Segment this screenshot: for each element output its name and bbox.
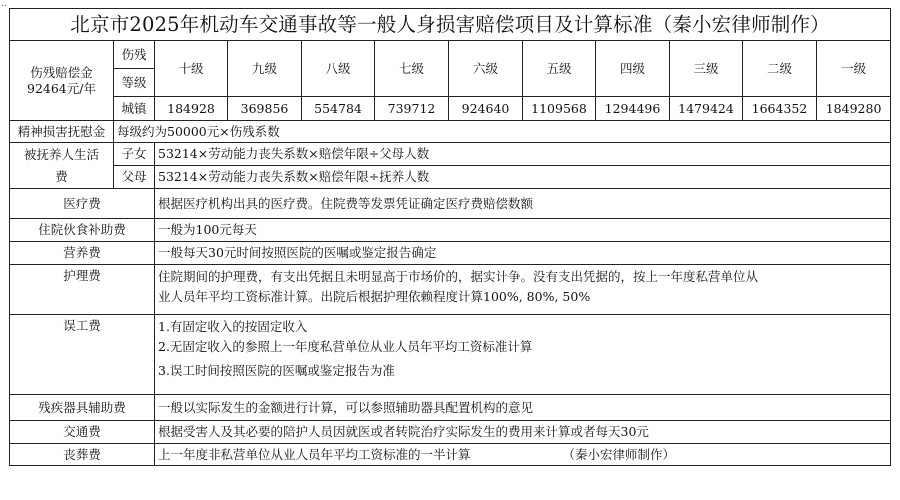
urban-amount: 1294496 xyxy=(596,97,670,121)
urban-amount: 739712 xyxy=(375,97,449,121)
author-signature: （秦小宏律师制作） xyxy=(562,446,676,462)
dependents-children-text: 53214×劳动能力丧失系数×赔偿年限÷父母人数 xyxy=(155,143,891,166)
lost-wages-label: 误工费 xyxy=(10,315,155,395)
grade-header: 十级 xyxy=(155,41,228,97)
dependents-parents-label: 父母 xyxy=(114,166,155,189)
grade-header: 八级 xyxy=(302,41,375,97)
grade-header: 五级 xyxy=(523,41,596,97)
transport-fee-label: 交通费 xyxy=(10,421,155,444)
medical-fee-label: 医疗费 xyxy=(10,189,155,219)
urban-amount: 1479424 xyxy=(670,97,743,121)
urban-amount: 1664352 xyxy=(743,97,817,121)
urban-amount: 369856 xyxy=(228,97,302,121)
nutrition-fee-label: 营养费 xyxy=(10,242,155,265)
urban-amount: 184928 xyxy=(155,97,228,121)
urban-row-label: 城镇 xyxy=(114,97,155,121)
disability-compensation-label: 伤残赔偿金 92464元/年 xyxy=(10,41,114,121)
grade-header: 九级 xyxy=(228,41,302,97)
urban-amount: 554784 xyxy=(302,97,375,121)
page-title: 北京市2025年机动车交通事故等一般人身损害赔偿项目及计算标准（秦小宏律师制作） xyxy=(10,9,891,41)
assistive-devices-label: 残疾器具辅助费 xyxy=(10,395,155,421)
grade-header: 二级 xyxy=(743,41,817,97)
dependents-parents-text: 53214×劳动能力丧失系数×赔偿年限÷抚养人数 xyxy=(155,166,891,189)
nursing-fee-label: 护理费 xyxy=(10,265,155,315)
assistive-devices-text: 一般以实际发生的金额进行计算，可以参照辅助器具配置机构的意见 xyxy=(155,395,891,421)
grade-header: 六级 xyxy=(449,41,523,97)
grade-header: 三级 xyxy=(670,41,743,97)
urban-amount: 924640 xyxy=(449,97,523,121)
mental-damage-label: 精神损害抚慰金 xyxy=(10,121,114,143)
meal-allowance-text: 一般为100元每天 xyxy=(155,219,891,242)
medical-fee-text: 根据医疗机构出具的医疗费。住院费等发票凭证确定医疗费赔偿数额 xyxy=(155,189,891,219)
grade-header: 四级 xyxy=(596,41,670,97)
transport-fee-text: 根据受害人及其必要的陪护人员因就医或者转院治疗实际发生的费用来计算或者每天30元 xyxy=(155,421,891,444)
mental-damage-text: 每级约为50000元×伤残系数 xyxy=(114,121,891,143)
meal-allowance-label: 住院伙食补助费 xyxy=(10,219,155,242)
urban-amount: 1109568 xyxy=(523,97,596,121)
nutrition-fee-text: 一般每天30元时间按照医院的医嘱或鉴定报告确定 xyxy=(155,242,891,265)
grade-header: 一级 xyxy=(817,41,891,97)
disability-level-header-line2: 等级 xyxy=(114,69,155,97)
dependents-label: 被抚养人生活 费 xyxy=(10,143,114,189)
compensation-table xyxy=(9,8,891,466)
nursing-fee-text: 住院期间的护理费，有支出凭据且未明显高于市场价的，据实计争。没有支出凭据的，按上一年度私营单位从 业人员年平均工资标准计算。出院后根据护理依赖程度计算100%, 80%, 50% xyxy=(155,265,891,315)
grade-header: 七级 xyxy=(375,41,449,97)
funeral-fee-label: 丧葬费 xyxy=(10,444,155,466)
funeral-fee-description: 上一年度非私营单位从业人员年平均工资标准的一半计算 xyxy=(158,446,471,462)
disability-level-header-line1: 伤残 xyxy=(114,41,155,69)
dependents-children-label: 子女 xyxy=(114,143,155,166)
urban-amount: 1849280 xyxy=(817,97,891,121)
compensation-sheet xyxy=(9,8,890,496)
funeral-fee-text xyxy=(155,444,891,466)
lost-wages-text: 1.有固定收入的按固定收入 2.无固定收入的参照上一年度私营单位从业人员年平均工资标准计算 3.误工时间按照医院的医嘱或鉴定报告为准 xyxy=(155,315,891,395)
corner-marker: .. xyxy=(1,0,7,9)
